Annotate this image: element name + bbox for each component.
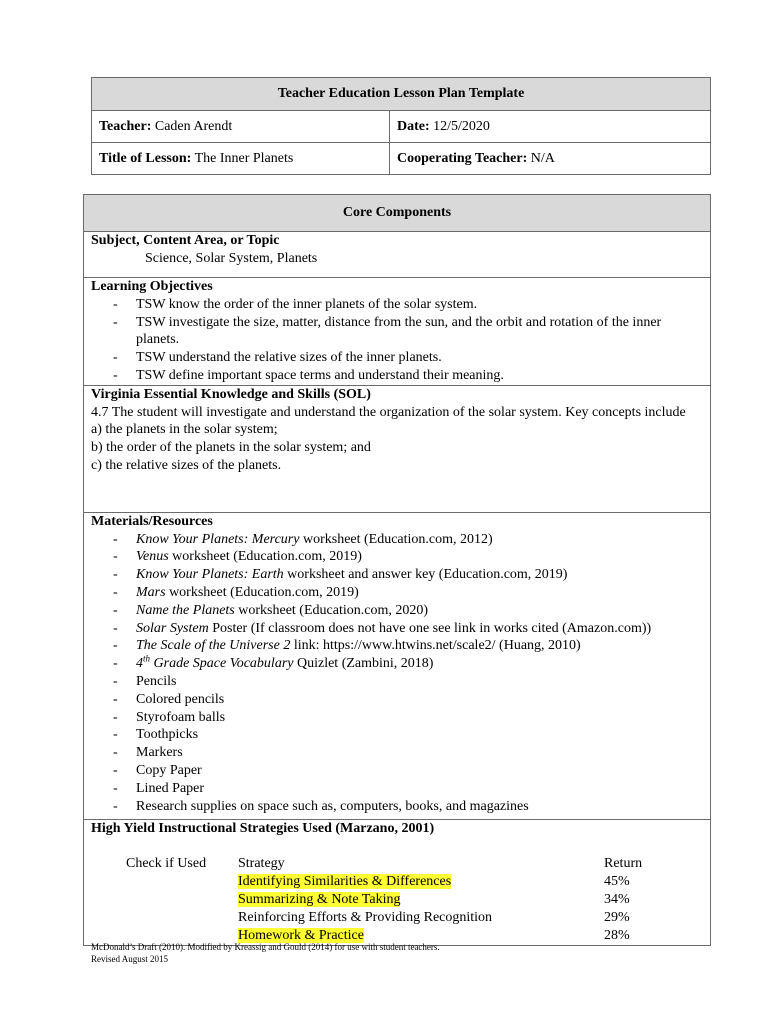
- lesson-title-value: The Inner Planets: [194, 150, 294, 166]
- check-column-header: Check if Used: [126, 855, 207, 871]
- strategy-name: Reinforcing Efforts & Providing Recognition: [238, 909, 493, 925]
- list-item: - Name the Planets worksheet (Education.com, 2020): [91, 602, 703, 620]
- sol-line: c) the relative sizes of the planets.: [91, 457, 282, 473]
- list-item: - Styrofoam balls: [91, 709, 703, 727]
- list-item: - Mars worksheet (Education.com, 2019): [91, 584, 703, 602]
- check-cell[interactable]: [91, 909, 238, 927]
- objectives-section: [84, 278, 711, 386]
- list-item: - Know Your Planets: Earth worksheet and answer key (Education.com, 2019): [91, 566, 703, 584]
- template-title: Teacher Education Lesson Plan Template: [92, 78, 711, 111]
- sol-line: a) the planets in the solar system;: [91, 422, 278, 438]
- sol-heading: Virginia Essential Knowledge and Skills (SOL): [91, 386, 371, 402]
- lesson-title-cell: [92, 143, 390, 175]
- strategy-return: 28%: [604, 927, 630, 943]
- cooperating-teacher-label: Cooperating Teacher:: [397, 150, 528, 166]
- cooperating-teacher-cell: [390, 143, 711, 175]
- strategy-name: Summarizing & Note Taking: [238, 891, 401, 907]
- footer-revision: Revised August 2015: [91, 954, 169, 964]
- strategies-section: [84, 819, 711, 945]
- lesson-title-label: Title of Lesson:: [99, 150, 192, 166]
- list-item: - The Scale of the Universe 2 link: https://www.htwins.net/scale2/ (Huang, 2010): [91, 637, 703, 655]
- subject-text: Science, Solar System, Planets: [145, 250, 318, 266]
- list-item: - TSW understand the relative sizes of the inner planets.: [91, 349, 703, 367]
- materials-list: [91, 531, 703, 816]
- check-cell[interactable]: [91, 873, 238, 891]
- date-cell: [390, 111, 711, 143]
- list-item: - Venus worksheet (Education.com, 2019): [91, 548, 703, 566]
- teacher-label: Teacher:: [99, 118, 152, 134]
- sol-section: [84, 385, 711, 512]
- teacher-cell: [92, 111, 390, 143]
- strategy-return: 45%: [604, 873, 630, 889]
- list-item: - Markers: [91, 744, 703, 762]
- materials-heading: Materials/Resources: [91, 513, 213, 529]
- objectives-list: [91, 296, 703, 385]
- strategy-return: 34%: [604, 891, 630, 907]
- strategies-grid: [91, 855, 703, 945]
- strategies-heading: High Yield Instructional Strategies Used (Marzano, 2001): [91, 820, 435, 836]
- list-item: - TSW investigate the size, matter, distance from the sun, and the orbit and rotation of the inner planets.: [91, 314, 703, 350]
- subject-section: [84, 232, 711, 278]
- date-value: 12/5/2020: [433, 118, 490, 134]
- teacher-value: Caden Arendt: [154, 118, 233, 134]
- cooperating-teacher-value: N/A: [530, 150, 555, 166]
- page-footer: [91, 941, 440, 965]
- check-cell[interactable]: [91, 891, 238, 909]
- list-item: - Toothpicks: [91, 726, 703, 744]
- list-item: - Solar System Poster (If classroom does not have one see link in works cited (Amazon.com)): [91, 620, 703, 638]
- lesson-header-table: [91, 77, 711, 175]
- subject-heading: Subject, Content Area, or Topic: [91, 233, 280, 248]
- core-components-title: Core Components: [84, 195, 711, 232]
- core-components-table: [83, 194, 711, 946]
- return-column-header: Return: [604, 855, 643, 871]
- date-label: Date:: [397, 118, 430, 134]
- materials-section: [84, 512, 711, 819]
- sol-line: 4.7 The student will investigate and understand the organization of the solar system. Key concepts include: [91, 404, 686, 420]
- footer-credit: McDonald’s Draft (2010). Modified by Kreassig and Gould (2014) for use with student teachers.: [91, 942, 440, 952]
- list-item: - TSW define important space terms and understand their meaning.: [91, 367, 703, 385]
- list-item: - TSW know the order of the inner planets of the solar system.: [91, 296, 703, 314]
- list-item: - Colored pencils: [91, 691, 703, 709]
- strategy-return: 29%: [604, 909, 630, 925]
- strategy-name: Homework & Practice: [238, 927, 364, 943]
- list-item: - Lined Paper: [91, 780, 703, 798]
- list-item: - Research supplies on space such as, computers, books, and magazines: [91, 798, 703, 816]
- strategy-column-header: Strategy: [238, 855, 285, 871]
- list-item: - Copy Paper: [91, 762, 703, 780]
- list-item: - Pencils: [91, 673, 703, 691]
- strategy-name: Identifying Similarities & Differences: [238, 873, 452, 889]
- sol-line: b) the order of the planets in the solar system; and: [91, 440, 371, 456]
- objectives-heading: Learning Objectives: [91, 279, 213, 294]
- list-item: - Know Your Planets: Mercury worksheet (Education.com, 2012): [91, 531, 703, 549]
- list-item: - 4th Grade Space Vocabulary Quizlet (Zambini, 2018): [91, 655, 703, 673]
